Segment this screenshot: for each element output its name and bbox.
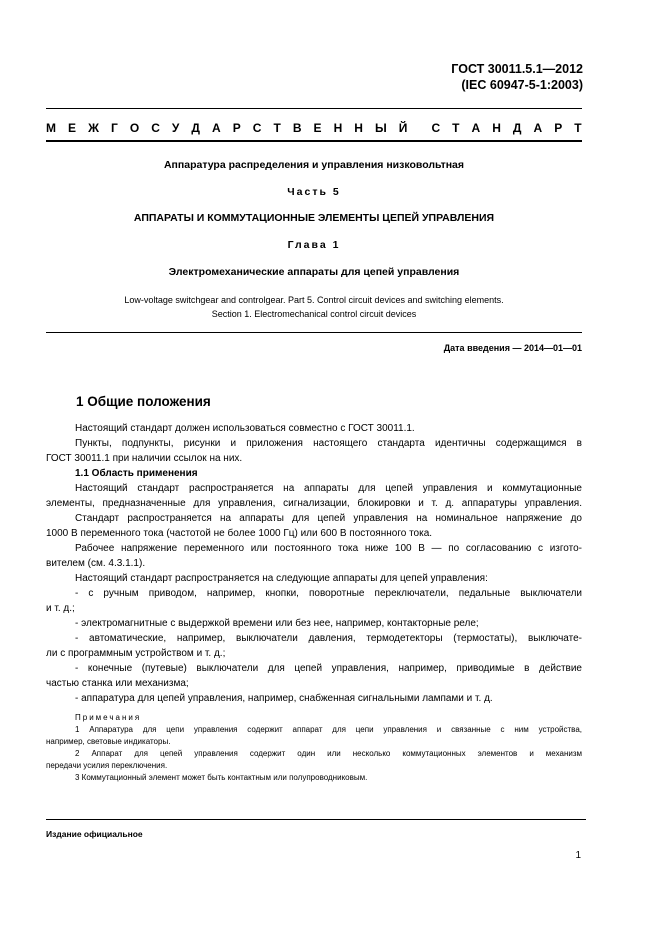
english-title-line1: Low-voltage switchgear and controlgear. Part 5. Control circuit devices and switching elements. (124, 295, 504, 305)
banner-letter: А (211, 121, 221, 135)
paragraph-3-line2: элементы, предназначенные для управления, сигнализации, блокировки и т. д. аппаратуры управления. (46, 498, 582, 509)
bullet-1-line1: - с ручным приводом, например, кнопки, поворотные переключатели, педальные выключатели (75, 588, 582, 599)
bullet-5: - аппаратура для цепей управления, например, снабженная сигнальными лампами и т. д. (75, 693, 493, 704)
note-1-line1: 1 Аппаратура для цепи управления содержит аппарат для цепи управления и связанные с ним устройства, (75, 725, 582, 734)
bullet-1-line2: и т. д.; (46, 603, 75, 614)
paragraph-3-line1: Настоящий стандарт распространяется на аппараты для цепей управления и коммутационные (75, 483, 582, 494)
bullet-4-line2: частью станка или механизма; (46, 678, 189, 689)
standard-number-block (451, 61, 583, 93)
iec-number: (IEC 60947-5-1:2003) (461, 78, 583, 92)
banner-letter: С (431, 121, 441, 135)
paragraph-4-line2: 1000 В переменного тока (частотой не более 1000 Гц) или 600 В постоянного тока. (46, 528, 433, 539)
paragraph-5-line2: вителем (см. 4.3.1.1). (46, 558, 146, 569)
section-body (46, 421, 582, 706)
english-title (46, 293, 582, 321)
banner-letter: Е (68, 121, 77, 135)
banner-letter: А (533, 121, 543, 135)
section-heading: 1 Общие положения (76, 394, 211, 409)
notes-block (46, 712, 582, 784)
banner-letter: М (46, 121, 56, 135)
interstate-standard-banner (46, 121, 582, 135)
official-edition-label: Издание официальное (46, 829, 143, 839)
page-number: 1 (575, 850, 581, 861)
banner-letter: У (171, 121, 180, 135)
footer-rule (46, 819, 586, 820)
banner-letter: Т (574, 121, 582, 135)
top-rule (46, 108, 582, 109)
bullet-3-line1: - автоматические, например, выключатели давления, термодетекторы (термостаты), выключате- (75, 633, 582, 644)
part-title: АППАРАТЫ И КОММУТАЦИОННЫЕ ЭЛЕМЕНТЫ ЦЕПЕЙ УПРАВЛЕНИЯ (133, 212, 495, 224)
banner-letter: Д (191, 121, 200, 135)
paragraph-4-line1: Стандарт распространяется на аппараты для цепей управления на номинальное напряжение до (75, 513, 582, 524)
paragraph-2-line2: ГОСТ 30011.1 при наличии ссылок на них. (46, 453, 243, 464)
bullet-2: - электромагнитные с выдержкой времени или без нее, например, контакторные реле; (75, 618, 479, 629)
part-label: Часть 5 (287, 186, 341, 198)
paragraph-6: Настоящий стандарт распространяется на следующие аппараты для цепей управления: (75, 573, 488, 584)
banner-letter: С (252, 121, 262, 135)
note-2-line1: 2 Аппарат для цепей управления содержит один или несколько коммутационных элементов и механизм (75, 749, 582, 758)
introduction-date: Дата введения — 2014—01—01 (443, 343, 582, 353)
gost-number: ГОСТ 30011.5.1—2012 (451, 62, 583, 76)
banner-letter: Т (452, 121, 460, 135)
note-3: 3 Коммутационный элемент может быть контактным или полупроводниковым. (75, 773, 368, 782)
chapter-label: Глава 1 (287, 239, 341, 251)
paragraph-5-line1: Рабочее напряжение переменного или постоянного тока ниже 100 В — по согласованию с изгото- (75, 543, 582, 554)
banner-letter: Н (354, 121, 363, 135)
banner-letter: В (292, 121, 302, 135)
subsection-heading: 1.1 Область применения (75, 468, 198, 479)
banner-letter: Ы (374, 121, 387, 135)
banner-letter: О (129, 121, 140, 135)
banner-letter: Ж (88, 121, 99, 135)
chapter-title: Электромеханические аппараты для цепей управления (168, 266, 460, 278)
banner-rule (46, 140, 582, 142)
banner-letter: Р (232, 121, 241, 135)
note-2-line2: передачи усилия переключения. (46, 761, 168, 770)
paragraph-2-line1: Пункты, подпункты, рисунки и приложения настоящего стандарта идентичны содержащимся в (75, 438, 582, 449)
bullet-4-line1: - конечные (путевые) выключатели для цепей управления, например, приводимые в действие (75, 663, 582, 674)
banner-letter: Н (492, 121, 501, 135)
notes-heading: Примечания (75, 713, 142, 722)
title-bottom-rule (46, 332, 582, 333)
banner-letter: Е (313, 121, 322, 135)
banner-letter: Д (512, 121, 522, 135)
banner-letter: Й (398, 121, 408, 135)
banner-letter: А (471, 121, 481, 135)
bullet-3-line2: ли с программным устройством и т. д.; (46, 648, 226, 659)
banner-letter: Н (333, 121, 343, 135)
banner-letter: Р (554, 121, 563, 135)
note-1-line2: например, световые индикаторы. (46, 737, 171, 746)
banner-letter: Г (110, 121, 118, 135)
paragraph-1: Настоящий стандарт должен использоваться совместно с ГОСТ 30011.1. (75, 423, 415, 434)
banner-letter: Т (273, 121, 281, 135)
english-title-line2: Section 1. Electromechanical control circuit devices (211, 309, 417, 319)
banner-letter: С (151, 121, 160, 135)
main-title: Аппаратура распределения и управления низковольтная (163, 159, 465, 171)
